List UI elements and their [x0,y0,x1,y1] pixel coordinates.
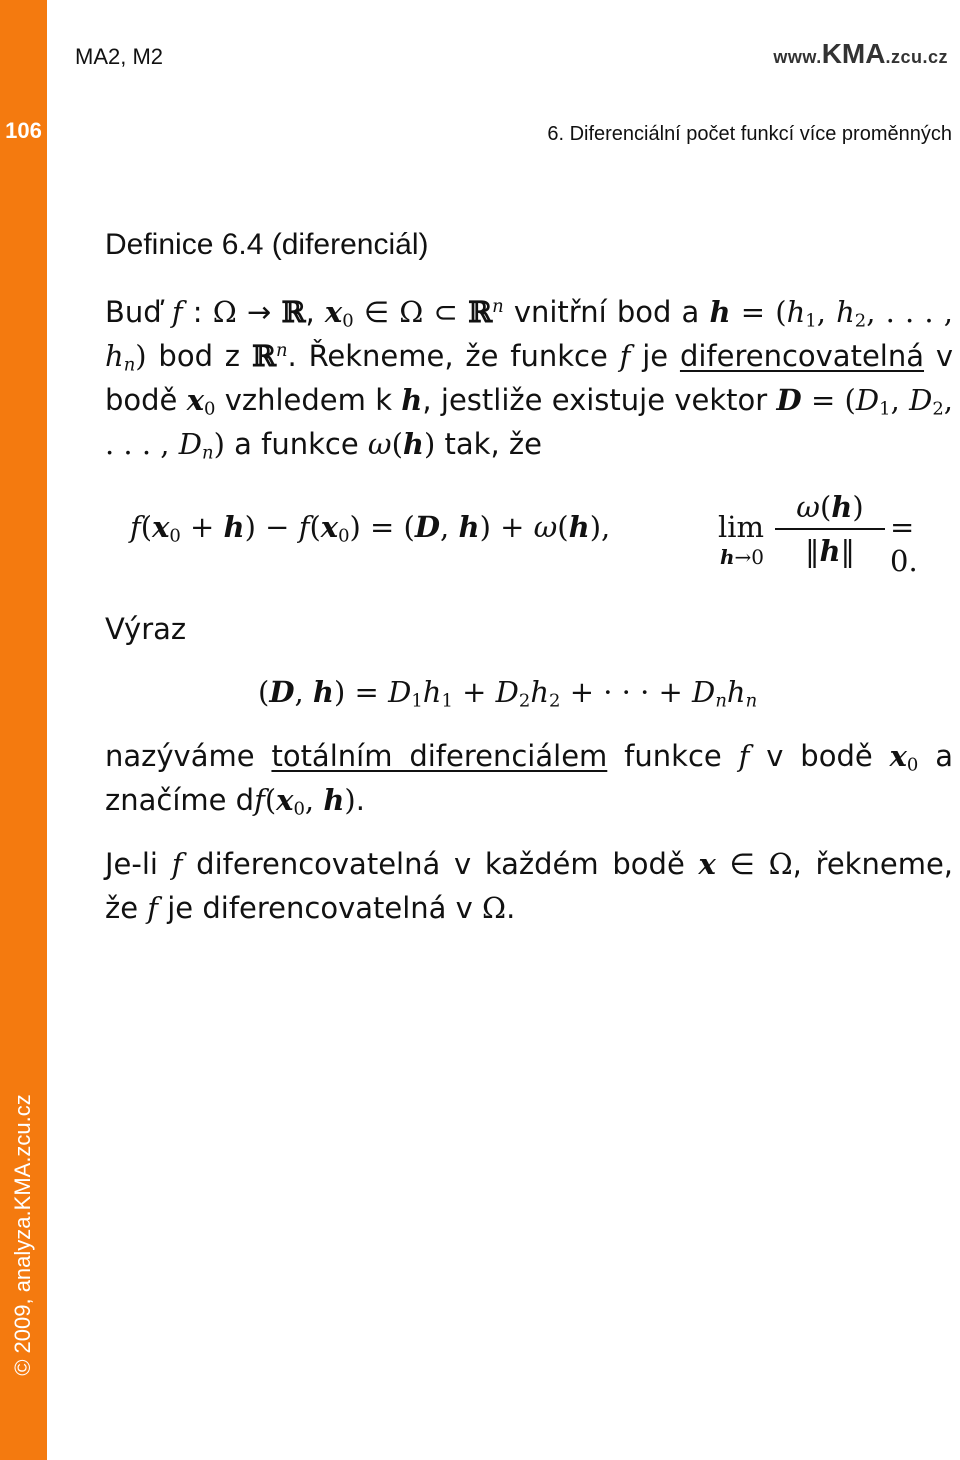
page-number: 106 [5,118,42,143]
increment-formula: $f(x_0 + h) - f(x_0) = (D$, h) + ω(h), [130,510,611,547]
site-logo-suffix: .zcu.cz [885,47,948,67]
term-differentiable: diferencovatelná [679,339,925,373]
fraction-bar [775,528,885,530]
limit-result: = 0. [890,510,918,578]
course-label: MA2, M2 [75,44,164,69]
sidebar-band [0,0,47,1460]
term-total-differential: totálním diferenciálem [271,739,608,773]
total-differential-paragraph: nazýváme totálním diferenciálem funkce f v bodě $x_0$ a značíme $df(x_0$, h). [105,739,953,820]
definition-paragraph: Buď f : Ω → ℝ, $x_0$ ∈ Ω ⊂ ℝ$^n$ vnitřní bod a $h = (h_1$, $h_2$, . . . , $h_n$) bod z ℝ$^n$. Řekneme, že funkce f je diferencovatelná v bodě $x_0$ vzhledem k h, jestliže existuje vektor $D = (D_1$, $D_2$, . . . , $D_n$) a funkce ω(h) tak, že [105,295,953,464]
closing-paragraph: Je-li f diferencovatelná v každém bodě x ∈ Ω, řekneme, že f je diferencovatelná v Ω. [105,847,954,925]
site-logo-prefix: www. [773,47,822,67]
site-logo-brand: KMA [821,38,886,69]
limit-operator: lim [718,510,765,544]
definition-heading: Definice 6.4 (diferenciál) [105,228,429,261]
copyright-notice: © 2009, analyza.KMA.zcu.cz [10,1094,35,1376]
vyraz-label: Výraz [105,612,187,646]
site-logo [773,38,948,70]
differential-equation [130,490,950,580]
limit-fraction: ω(h) ‖h‖ [775,490,885,568]
total-differential-formula: (D, $h) = D_1h_1 + D_2h_2$ + · · · + $D_nh_n$ [258,675,758,712]
chapter-title: 6. Diferenciální počet funkcí více proměnných [547,123,952,145]
limit-subscript: h→0 [720,545,765,569]
